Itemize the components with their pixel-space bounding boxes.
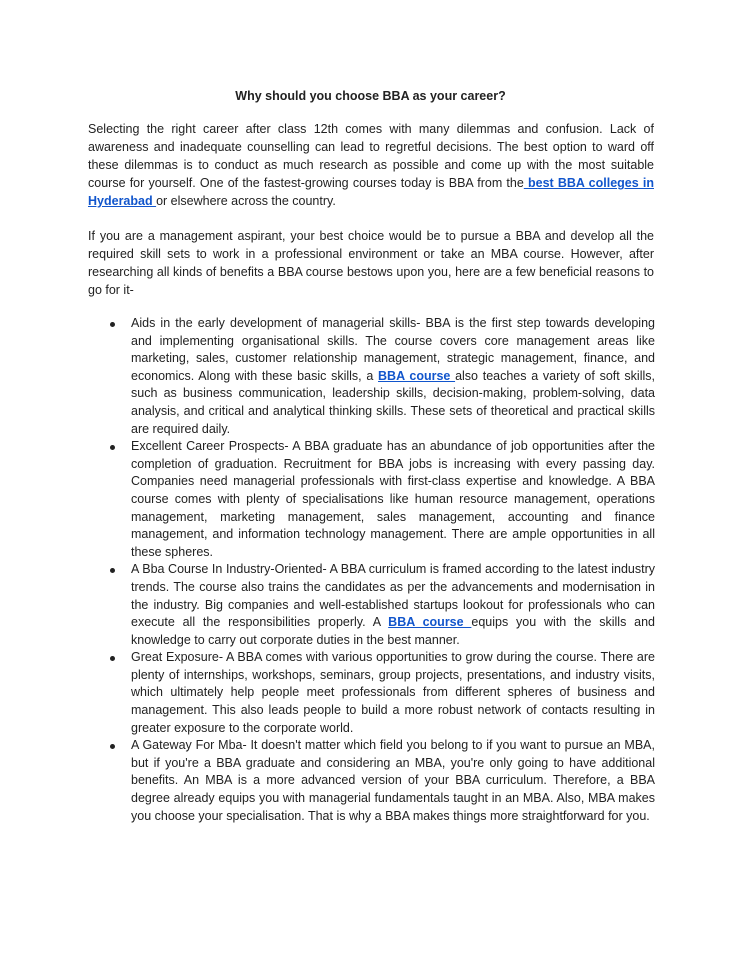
intro-paragraph: [88, 120, 654, 210]
list-item: [88, 561, 655, 649]
benefits-list: [88, 315, 655, 825]
list-item: [88, 315, 655, 438]
intro-text-end: or elsewhere across the country.: [156, 194, 336, 208]
list-item-text: Aids in the early development of managerial skills- BBA is the first step towards developing and implementing organisational skills. The course covers core management areas like marketing, sales, customer relationship management, strategic management, finance, and economics. Along with these basic skills, a: [131, 316, 655, 383]
list-item-text: A Bba Course In Industry-Oriented- A BBA curriculum is framed according to the latest industry trends. The course also trains the candidates as per the advancements and modernisation in the industry. Big companies and well-established startups lookout for professionals who can execute all the responsibilities properly. A: [131, 562, 655, 630]
list-item-text: Great Exposure- A BBA comes with various opportunities to grow during the course. There are plenty of internships, workshops, seminars, group projects, presentations, and industry visits, which ultimately help people meet professionals from different spheres of business and management. This also leads people to build a more robust network of contacts resulting in greater exposure to the corporate world.: [131, 650, 655, 735]
document-title: Why should you choose BBA as your career?: [235, 89, 506, 103]
bba-course-link[interactable]: BBA course: [388, 615, 472, 630]
list-item: [88, 649, 655, 737]
bullet-icon: [110, 744, 115, 749]
bullet-icon: [110, 568, 115, 573]
bullet-icon: [110, 445, 115, 450]
list-item-text: Excellent Career Prospects- A BBA graduate has an abundance of job opportunities after the completion of graduation. Recruitment for BBA jobs is increasing with every passing day. Companies need managerial professionals with first-class expertise and knowledge. A BBA course comes with plenty of specialisations like human resource management, operations management, marketing management, sales management, accounting and finance management, and information technology management. There are ample opportunities in all these spheres.: [131, 439, 655, 559]
list-item-text-end: equips you with the skills and knowledge to carry out corporate duties in the best manner.: [131, 615, 655, 647]
list-item-text-end: also teaches a variety of soft skills, such as business communication, leadership skills, decision-making, problem-solving, data analysis, and critical and analytical thinking skills. These sets of theoretical and practical skills are required daily.: [131, 368, 655, 436]
list-item: [88, 737, 655, 825]
bba-colleges-hyderabad-link[interactable]: best BBA colleges in Hyderabad: [88, 176, 654, 208]
list-item: [88, 438, 655, 561]
aspirant-paragraph: If you are a management aspirant, your best choice would be to pursue a BBA and develop all the required skill sets to work in a professional environment or take an MBA course. However, after researching all kinds of benefits a BBA course bestows upon you, here are a few beneficial reasons to go for it-: [88, 229, 654, 297]
bullet-icon: [110, 656, 115, 661]
list-item-text: A Gateway For Mba- It doesn't matter which field you belong to if you want to pursue an MBA, but if you're a BBA graduate and considering an MBA, you're only going to have additional benefits. An MBA is a more advanced version of your BBA curriculum. Therefore, a BBA degree already equips you with managerial fundamentals taught in an MBA. Also, MBA makes you choose your specialisation. That is why a BBA makes things more straightforward for you.: [131, 738, 655, 823]
bba-course-link[interactable]: BBA course: [378, 368, 456, 383]
bullet-icon: [110, 322, 115, 327]
intro-text: Selecting the right career after class 12th comes with many dilemmas and confusion. Lack of awareness and inadequate counselling can lead to regretful decisions. The best option to ward off these dilemmas is to conduct as much research as possible and come up with the most suitable course for yourself. One of the fastest-growing courses today is BBA from the: [88, 122, 654, 190]
